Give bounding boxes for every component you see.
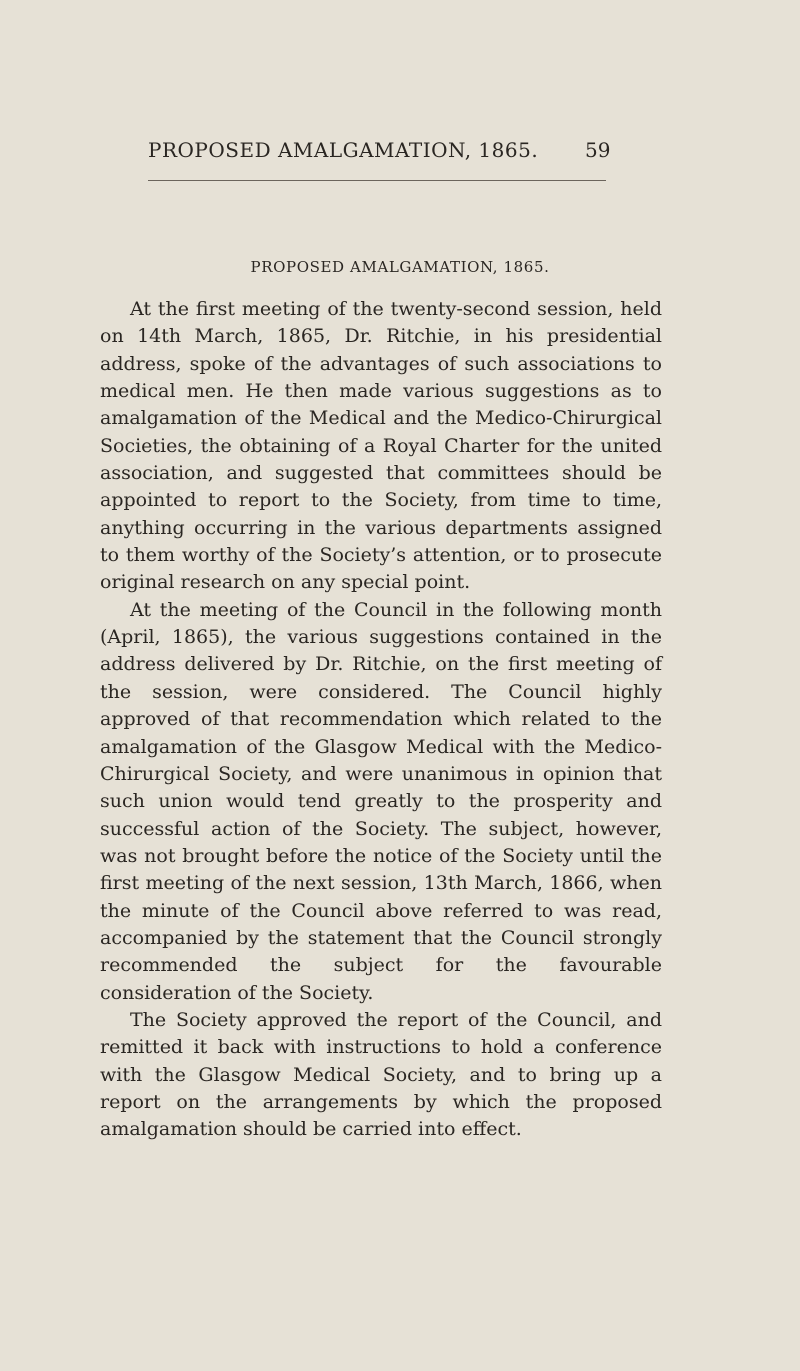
running-head	[148, 138, 611, 168]
paragraph: At the meeting of the Council in the following month (April, 1865), the various suggestions contained in the address delivered by Dr. Ritchie, on the first meeting of the session, were considered. The Council highly approved of that recommendation which related to the amalgamation of the Glasgow Medical with the Medico-Chirurgical Society, and were unanimous in opinion that such union would tend greatly to the prosperity and successful action of the Society. The subject, however, was not brought before the notice of the Society until the first meeting of the next session, 13th March, 1866, when the minute of the Council above referred to was read, accompanied by the statement that the Council strongly recommended the subject for the favourable consideration of the Society.	[100, 598, 662, 1004]
page-number: 59	[585, 138, 611, 162]
body-text	[100, 296, 662, 1144]
section-heading: PROPOSED AMALGAMATION, 1865.	[250, 258, 550, 276]
running-head-title: PROPOSED AMALGAMATION, 1865.	[148, 138, 539, 162]
header-rule	[148, 180, 606, 181]
paragraph: At the first meeting of the twenty-second session, held on 14th March, 1865, Dr. Ritchie, in his presidential address, spoke of the advantages of such associations to medical men. He then made various suggestions as to amalgamation of the Medical and the Medico-Chirurgical Societies, the obtaining of a Royal Charter for the united association, and suggested that committees should be appointed to report to the Society, from time to time, anything occurring in the various departments assigned to them worthy of the Society’s attention, or to prosecute original research on any special point.	[100, 298, 662, 594]
paragraph: The Society approved the report of the Council, and remitted it back with instructions to hold a conference with the Glasgow Medical Society, and to bring up a report on the arrangements by which the proposed amalgamation should be carried into effect.	[100, 1008, 662, 1141]
